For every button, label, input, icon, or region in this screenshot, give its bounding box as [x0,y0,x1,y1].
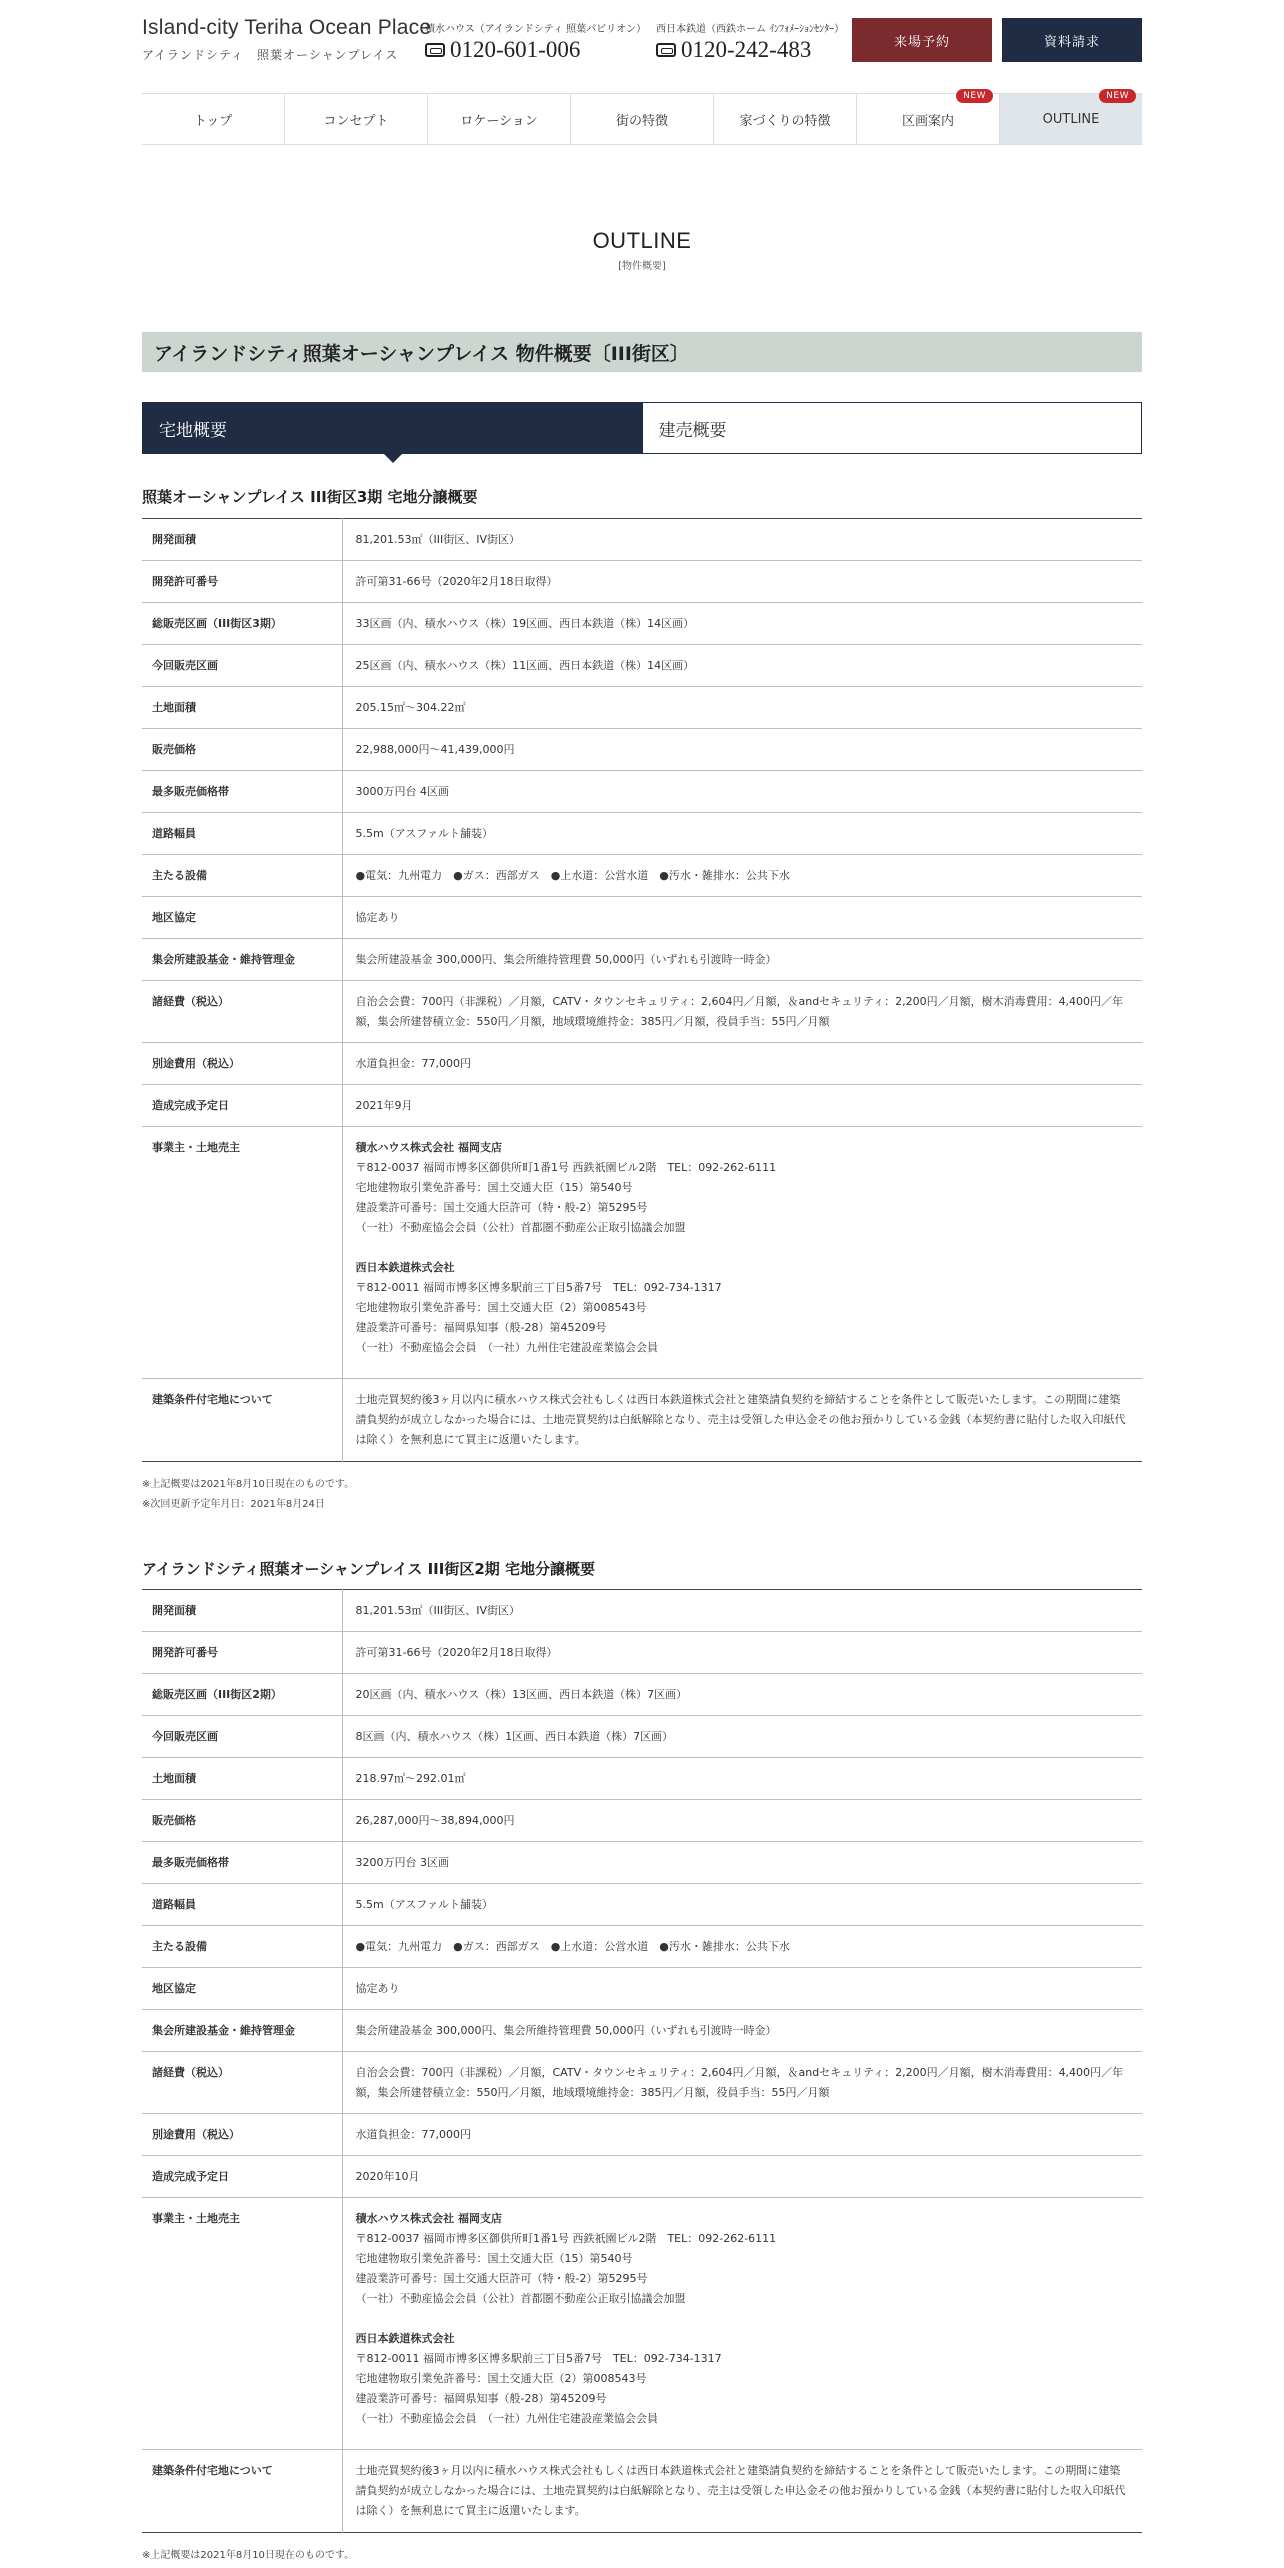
row-label: 諸経費（税込） [142,981,342,1043]
company-detail-line: （一社）不動産協会会員 （一社）九州住宅建設産業協会会員 [355,1341,658,1354]
company-detail-line: 建設業許可番号：福岡県知事（般-28）第45209号 [355,2392,607,2405]
outline-tabs [142,402,1142,454]
company-detail-line: 宅地建物取引業免許番号：国土交通大臣（2）第008543号 [355,2372,647,2385]
company-detail-line: （一社）不動産協会会員 （一社）九州住宅建設産業協会会員 [355,2412,658,2425]
row-value: 集会所建設基金 300,000円、集会所維持管理費 50,000円（いずれも引渡時一時金） [355,953,777,966]
nav-item-house-features[interactable]: 家づくりの特徴 [713,94,856,144]
company-name: 西日本鉄道株式会社 [355,1261,455,1274]
company-detail-line: 〒812-0011 福岡市博多区博多駅前三丁目5番7号 TEL：092-734-1317 [355,1281,722,1294]
row-value: 81,201.53㎡（III街区、IV街区） [355,533,520,546]
row-value: 許可第31-66号（2020年2月18日取得） [355,1646,558,1659]
row-value: 土地売買契約後3ヶ月以内に積水ハウス株式会社もしくは西日本鉄道株式会社と建築請負契約を締結することを条件として販売いたします。この期間に建築請負契約が成立しなかった場合には、土地売買契約は白紙解除となり、売主は受領した申込金その他お預かりしている金銭（本契約書に貼付した収入印紙代は除く）を無利息にて買主に返還いたします。 [355,2464,1126,2517]
row-label: 道路幅員 [142,813,342,855]
nav-item-lots-label: 区画案内 [901,113,954,129]
row-value: 3000万円台 4区画 [355,785,449,798]
table-row [142,1716,1142,1758]
table-row [142,603,1142,645]
row-label: 地区協定 [142,897,342,939]
row-label: 事業主・土地売主 [142,2198,342,2450]
row-value: 5.5m（アスファルト舗装） [355,827,494,840]
row-label: 建築条件付宅地について [142,1379,342,1462]
row-label: 建築条件付宅地について [142,2450,342,2533]
row-label: 今回販売区画 [142,1716,342,1758]
row-value: 5.5m（アスファルト舗装） [355,1898,494,1911]
row-value: 218.97㎡～292.01㎡ [355,1772,466,1785]
row-label: 土地面積 [142,687,342,729]
company-name: 積水ハウス株式会社 福岡支店 [355,1141,502,1154]
row-label: 別途費用（税込） [142,2114,342,2156]
company-detail-line: 宅地建物取引業免許番号：国土交通大臣（2）第008543号 [355,1301,647,1314]
row-label: 集会所建設基金・維持管理金 [142,939,342,981]
row-value: 水道負担金：77,000円 [355,1057,471,1070]
row-label: 造成完成予定日 [142,1085,342,1127]
section-heading: アイランドシティ照葉オーシャンプレイス 物件概要〔III街区〕 [142,332,1142,372]
table-row [142,1800,1142,1842]
table-row [142,855,1142,897]
row-value: 33区画（内、積水ハウス（株）19区画、西日本鉄道（株）14区画） [355,617,695,630]
table-row [142,2052,1142,2114]
table-row [142,1884,1142,1926]
nav-item-town-features[interactable]: 街の特徴 [570,94,713,144]
spec3-note-date: ※上記概要は2021年8月10日現在のものです。 [142,1479,355,1490]
logo-english[interactable]: Island-city Teriha Ocean Place [142,16,432,39]
spec2-table [142,1589,1142,2533]
row-label: 主たる設備 [142,1926,342,1968]
request-documents-button[interactable]: 資料請求 [1002,18,1142,62]
row-label: 土地面積 [142,1758,342,1800]
tel-nishitetsu-number[interactable]: 0120-242-483 [681,37,812,62]
company-detail-line: 〒812-0037 福岡市博多区御供所町1番1号 西鉄祇園ビル2階 TEL：092-262-6111 [355,2232,777,2245]
new-badge: NEW [1099,89,1136,103]
row-label: 諸経費（税込） [142,2052,342,2114]
table-row [142,2114,1142,2156]
row-value [342,1127,1142,1379]
row-value: 3200万円台 3区画 [355,1856,449,1869]
table-row [142,939,1142,981]
table-row [142,1926,1142,1968]
row-value: 土地売買契約後3ヶ月以内に積水ハウス株式会社もしくは西日本鉄道株式会社と建築請負契約を締結することを条件として販売いたします。この期間に建築請負契約が成立しなかった場合には、土地売買契約は白紙解除となり、売主は受領した申込金その他お預かりしている金銭（本契約書に貼付した収入印紙代は除く）を無利息にて買主に返還いたします。 [355,1393,1126,1446]
company-detail-line: 建設業許可番号：国土交通大臣許可（特・般-2）第5295号 [355,2272,648,2285]
row-label: 今回販売区画 [142,645,342,687]
table-row [142,1043,1142,1085]
table-row [142,519,1142,561]
row-label: 開発許可番号 [142,561,342,603]
table-row [142,1674,1142,1716]
company-spacer [356,2309,1130,2329]
page-title: OUTLINE [592,228,692,253]
page-subtitle: [物件概要] [618,261,666,272]
row-value: 8区画（内、積水ハウス（株）1区画、西日本鉄道（株）7区画） [355,1730,674,1743]
table-row [142,2010,1142,2052]
row-value: 2021年9月 [355,1099,413,1112]
new-badge: NEW [956,89,993,103]
spec2-note-date: ※上記概要は2021年8月10日現在のものです。 [142,2550,355,2561]
row-label: 販売価格 [142,1800,342,1842]
table-row [142,561,1142,603]
table-row [142,771,1142,813]
row-label: 集会所建設基金・維持管理金 [142,2010,342,2052]
spec3-table [142,518,1142,1462]
table-row [142,645,1142,687]
logo-japanese: アイランドシティ 照葉オーシャンプレイス [142,48,399,62]
nav-item-lots[interactable] [856,91,999,144]
company-detail-line: （一社）不動産協会会員（公社）首都圏不動産公正取引協議会加盟 [355,1221,686,1234]
row-value [342,2198,1142,2450]
table-row [142,981,1142,1043]
row-label: 開発許可番号 [142,1632,342,1674]
free-dial-icon [425,43,445,57]
main-nav [142,93,1142,145]
row-label: 造成完成予定日 [142,2156,342,2198]
company-detail-line: （一社）不動産協会会員（公社）首都圏不動産公正取引協議会加盟 [355,2292,686,2305]
row-label: 別途費用（税込） [142,1043,342,1085]
row-value: 集会所建設基金 300,000円、集会所維持管理費 50,000円（いずれも引渡時一時金） [355,2024,777,2037]
spec2-title: アイランドシティ照葉オーシャンプレイス III街区2期 宅地分譲概要 [142,1560,595,1578]
nav-item-outline-label: OUTLINE [1042,111,1100,127]
site-header [142,0,1142,78]
row-value: 26,287,000円～38,894,000円 [355,1814,515,1827]
row-value: ●電気：九州電力 ●ガス：西部ガス ●上水道：公営水道 ●汚水・雑排水：公共下水 [355,1940,790,1953]
row-label: 販売価格 [142,729,342,771]
nav-item-top[interactable]: トップ [193,113,233,129]
nav-item-concept[interactable]: コンセプト [284,94,427,144]
row-value: 水道負担金：77,000円 [355,2128,471,2141]
company-detail-line: 宅地建物取引業免許番号：国土交通大臣（15）第540号 [355,2252,633,2265]
table-row [142,729,1142,771]
row-value: 許可第31-66号（2020年2月18日取得） [355,575,558,588]
table-row [142,897,1142,939]
tel-sekisui-number[interactable]: 0120-601-006 [450,37,581,62]
row-value: 協定あり [355,1982,400,1995]
table-row [142,2198,1142,2450]
nav-item-location[interactable]: ロケーション [427,94,570,144]
company-detail-line: 〒812-0037 福岡市博多区御供所町1番1号 西鉄祇園ビル2階 TEL：092-262-6111 [355,1161,777,1174]
row-label: 総販売区画（III街区2期） [142,1674,342,1716]
table-row [142,813,1142,855]
tel-nishitetsu-label: 西日本鉄道（西鉄ホーム ｲﾝﾌｫﾒｰｼｮﾝｾﾝﾀｰ） [656,24,845,35]
row-value: 自治会会費：700円（非課税）／月額，CATV・タウンセキュリティ：2,604円／月額，＆andセキュリティ：2,200円／月額，樹木消毒費用：4,400円／年額，集会所建替積立金：550円／月額，地域環境維持金：385円／月額，役員手当：55円／月額 [355,995,1124,1028]
table-row [142,1085,1142,1127]
row-value: 協定あり [355,911,400,924]
row-value: 20区画（内、積水ハウス（株）13区画、西日本鉄道（株）7区画） [355,1688,688,1701]
company-detail-line: 宅地建物取引業免許番号：国土交通大臣（15）第540号 [355,1181,633,1194]
free-dial-icon [656,43,676,57]
row-label: 主たる設備 [142,855,342,897]
table-row [142,2450,1142,2533]
row-label: 開発面積 [142,519,342,561]
table-row [142,687,1142,729]
row-label: 最多販売価格帯 [142,1842,342,1884]
company-detail-line: 建設業許可番号：国土交通大臣許可（特・般-2）第5295号 [355,1201,648,1214]
tel-sekisui[interactable] [425,20,646,63]
spec3-title: 照葉オーシャンプレイス III街区3期 宅地分譲概要 [142,488,478,506]
table-row [142,1590,1142,1632]
table-row [142,1127,1142,1379]
table-row [142,1968,1142,2010]
row-value: 自治会会費：700円（非課税）／月額，CATV・タウンセキュリティ：2,604円／月額，＆andセキュリティ：2,200円／月額，樹木消毒費用：4,400円／年額，集会所建替積立金：550円／月額，地域環境維持金：385円／月額，役員手当：55円／月額 [355,2066,1124,2099]
company-spacer [356,1238,1130,1258]
table-row [142,2156,1142,2198]
visit-reservation-button[interactable]: 来場予約 [852,18,992,62]
tab-land-outline[interactable]: 宅地概要 [142,402,643,454]
tel-nishitetsu[interactable] [656,20,844,63]
row-value: 2020年10月 [355,2170,420,2183]
row-value: ●電気：九州電力 ●ガス：西部ガス ●上水道：公営水道 ●汚水・雑排水：公共下水 [355,869,790,882]
company-detail-line: 建設業許可番号：福岡県知事（般-28）第45209号 [355,1321,607,1334]
company-name: 西日本鉄道株式会社 [355,2332,455,2345]
company-detail-line: 〒812-0011 福岡市博多区博多駅前三丁目5番7号 TEL：092-734-1317 [355,2352,722,2365]
table-row [142,1632,1142,1674]
row-value: 205.15㎡～304.22㎡ [355,701,466,714]
tab-house-outline[interactable]: 建売概要 [643,402,1143,454]
row-label: 地区協定 [142,1968,342,2010]
table-row [142,1842,1142,1884]
row-label: 開発面積 [142,1590,342,1632]
tel-sekisui-label: 積水ハウス（アイランドシティ 照葉パビリオン） [425,24,647,35]
row-value: 81,201.53㎡（III街区、IV街区） [355,1604,520,1617]
company-name: 積水ハウス株式会社 福岡支店 [355,2212,502,2225]
row-label: 最多販売価格帯 [142,771,342,813]
table-row [142,1379,1142,1462]
table-row [142,1758,1142,1800]
nav-item-outline[interactable] [999,91,1142,144]
row-label: 道路幅員 [142,1884,342,1926]
row-value: 25区画（内、積水ハウス（株）11区画、西日本鉄道（株）14区画） [355,659,695,672]
row-label: 事業主・土地売主 [142,1127,342,1379]
row-label: 総販売区画（III街区3期） [142,603,342,645]
spec3-note-next-update: ※次回更新予定年月日：2021年8月24日 [142,1499,325,1510]
row-value: 22,988,000円～41,439,000円 [355,743,515,756]
